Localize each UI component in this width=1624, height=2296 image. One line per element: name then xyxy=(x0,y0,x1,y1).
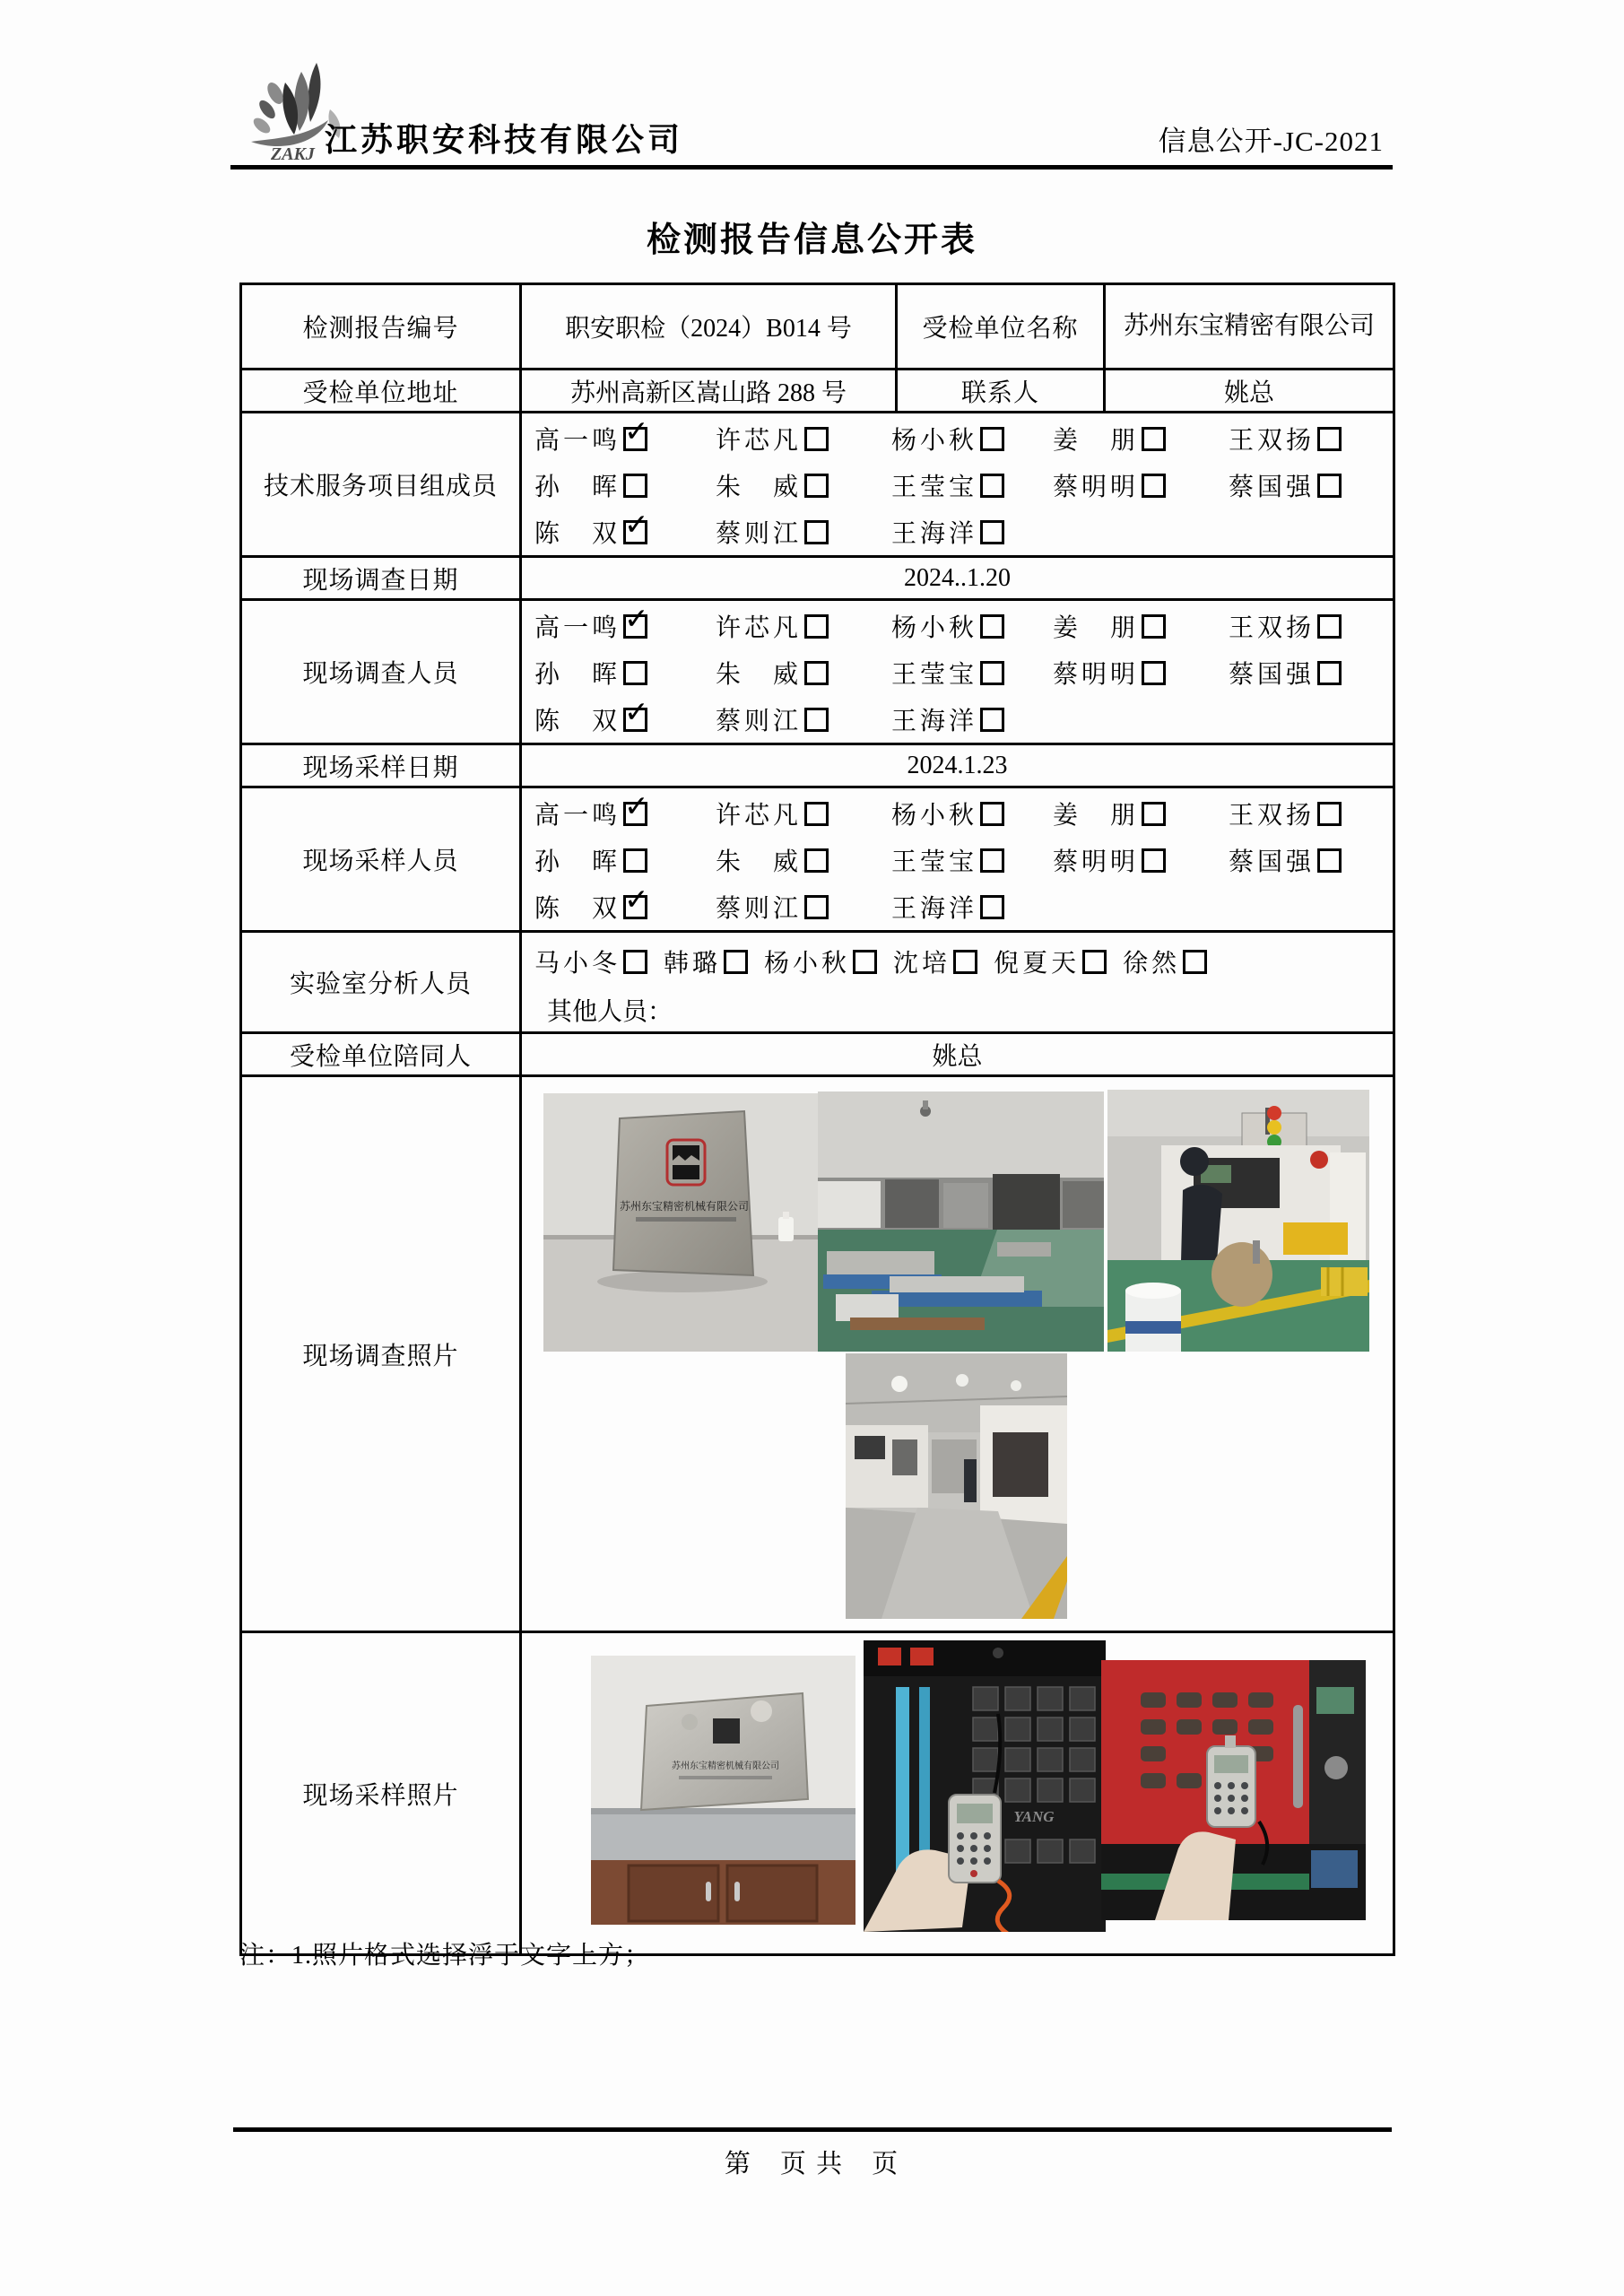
staff-member xyxy=(716,467,891,503)
checkbox-unchecked[interactable] xyxy=(804,895,829,919)
logo-text: ZAKJ xyxy=(271,144,315,164)
unit-addr-value: 苏州高新区嵩山路 288 号 xyxy=(521,370,897,413)
sampling-date-value: 2024.1.23 xyxy=(521,744,1394,787)
staff-member-name: 蔡则江 xyxy=(716,520,803,548)
checkbox-checked[interactable] xyxy=(623,413,649,451)
photo-noise-meter-dark-machine xyxy=(864,1640,1106,1932)
staff-member xyxy=(891,796,1053,831)
table-row-survey-staff xyxy=(241,600,1394,744)
staff-member-name: 杨小秋 xyxy=(891,614,978,642)
checkbox-unchecked[interactable] xyxy=(1317,614,1342,639)
checkbox-unchecked[interactable] xyxy=(980,895,1004,919)
unit-addr-label: 受检单位地址 xyxy=(241,370,521,413)
staff-member xyxy=(716,842,891,878)
checkbox-unchecked[interactable] xyxy=(623,661,647,685)
checkbox-unchecked[interactable] xyxy=(623,950,647,974)
staff-member-name: 徐然 xyxy=(1123,950,1181,978)
staff-member xyxy=(1229,608,1393,644)
staff-member-name: 高一鸣 xyxy=(534,427,621,455)
contact-label: 联系人 xyxy=(897,370,1105,413)
team-checkbox-grid xyxy=(522,413,1393,555)
staff-member-name: 许芯凡 xyxy=(716,802,803,830)
staff-member xyxy=(716,889,891,925)
lab-other-label: 其他人员： xyxy=(547,998,673,1026)
staff-member xyxy=(764,944,877,979)
checkbox-unchecked[interactable] xyxy=(1142,802,1166,826)
staff-member-name: 蔡国强 xyxy=(1229,661,1316,689)
footnote: 注：1.照片格式选择浮于文字上方； xyxy=(239,1942,651,1970)
staff-member-name: 蔡则江 xyxy=(716,895,803,923)
staff-member xyxy=(534,788,716,831)
staff-member xyxy=(891,842,1053,878)
staff-member-name: 高一鸣 xyxy=(534,614,621,642)
staff-member-name: 许芯凡 xyxy=(716,427,803,455)
staff-name-line xyxy=(534,649,1393,696)
contact-value: 姚总 xyxy=(1105,370,1394,413)
table-row-address xyxy=(241,370,1394,413)
staff-member xyxy=(1229,796,1393,831)
checkbox-unchecked[interactable] xyxy=(1142,474,1166,498)
table-row-survey-date xyxy=(241,557,1394,600)
staff-member xyxy=(891,514,1053,550)
staff-member xyxy=(891,608,1053,644)
checkbox-unchecked[interactable] xyxy=(804,427,829,451)
staff-member-name: 蔡明明 xyxy=(1053,661,1140,689)
lab-label: 实验室分析人员 xyxy=(241,932,521,1033)
checkbox-unchecked[interactable] xyxy=(623,848,647,873)
check-mark-icon: ✓ xyxy=(624,601,649,636)
sign-company-text-2: 苏州东宝精密机械有限公司 xyxy=(672,1761,779,1771)
staff-member-name: 陈 双 xyxy=(534,708,621,735)
checkbox-unchecked[interactable] xyxy=(804,802,829,826)
staff-member-name: 蔡国强 xyxy=(1229,474,1316,501)
staff-name-line xyxy=(534,940,1393,983)
staff-member-name: 蔡则江 xyxy=(716,708,803,735)
staff-member xyxy=(1053,842,1229,878)
staff-member xyxy=(716,796,891,831)
staff-member xyxy=(891,467,1053,503)
table-row-sampling-photos xyxy=(241,1632,1394,1955)
checkbox-unchecked[interactable] xyxy=(1317,661,1342,685)
table-row-sampling-staff xyxy=(241,787,1394,932)
checkbox-unchecked[interactable] xyxy=(980,520,1004,544)
staff-member xyxy=(1229,421,1393,457)
checkbox-unchecked[interactable] xyxy=(804,474,829,498)
checkbox-unchecked[interactable] xyxy=(1317,474,1342,498)
staff-member xyxy=(664,944,748,979)
companion-value: 姚总 xyxy=(521,1033,1394,1076)
staff-name-line xyxy=(534,462,1393,509)
staff-member-name: 孙 晖 xyxy=(534,661,621,689)
staff-member-name: 杨小秋 xyxy=(891,427,978,455)
staff-name-line xyxy=(534,696,1393,743)
checkbox-unchecked[interactable] xyxy=(724,950,748,974)
footer-page-number: 第 页 共 页 xyxy=(724,2150,900,2179)
page-title: 检测报告信息公开表 xyxy=(646,222,977,259)
checkbox-unchecked[interactable] xyxy=(953,950,977,974)
staff-member-name: 马小冬 xyxy=(534,950,621,978)
check-mark-icon: ✓ xyxy=(624,788,649,823)
staff-member xyxy=(891,701,1053,737)
staff-member xyxy=(1053,655,1229,691)
staff-member-name: 王双扬 xyxy=(1229,614,1316,642)
staff-member xyxy=(534,694,716,737)
staff-member xyxy=(716,655,891,691)
photo-company-sign xyxy=(543,1093,818,1352)
staff-member xyxy=(1053,467,1229,503)
staff-member xyxy=(893,944,977,979)
staff-member xyxy=(534,413,716,457)
survey-photos-label: 现场调查照片 xyxy=(241,1076,521,1632)
check-mark-icon: ✓ xyxy=(624,694,649,729)
staff-member xyxy=(534,507,716,550)
staff-member-name: 姜 朋 xyxy=(1053,802,1140,830)
staff-member xyxy=(1053,796,1229,831)
staff-member-name: 蔡明明 xyxy=(1053,474,1140,501)
survey-staff-checkbox-grid xyxy=(522,601,1393,743)
staff-member-name: 杨小秋 xyxy=(764,950,851,978)
staff-member xyxy=(534,842,716,878)
table-row-companion xyxy=(241,1033,1394,1076)
sampling-photos-label: 现场采样照片 xyxy=(241,1632,521,1955)
staff-member-name: 陈 双 xyxy=(534,520,621,548)
staff-member xyxy=(994,944,1107,979)
staff-member-name: 孙 晖 xyxy=(534,848,621,876)
photo-noise-meter-red-machine xyxy=(1101,1660,1366,1920)
staff-member-name: 陈 双 xyxy=(534,895,621,923)
sign-company-text: 苏州东宝精密机械有限公司 xyxy=(619,1200,750,1213)
staff-member xyxy=(891,655,1053,691)
staff-member-name: 姜 朋 xyxy=(1053,427,1140,455)
check-mark-icon: ✓ xyxy=(624,882,649,917)
sampling-date-label: 现场采样日期 xyxy=(241,744,521,787)
photo-workshop-floor xyxy=(818,1091,1104,1352)
staff-member-name: 蔡明明 xyxy=(1053,848,1140,876)
checkbox-checked[interactable] xyxy=(623,507,649,544)
checkbox-unchecked[interactable] xyxy=(623,474,647,498)
staff-member xyxy=(1229,467,1393,503)
table-row-survey-photos xyxy=(241,1076,1394,1632)
checkbox-unchecked[interactable] xyxy=(1317,848,1342,873)
survey-date-label: 现场调查日期 xyxy=(241,557,521,600)
team-label: 技术服务项目组成员 xyxy=(241,413,521,557)
staff-member xyxy=(716,701,891,737)
staff-member xyxy=(1053,608,1229,644)
staff-member xyxy=(1229,655,1393,691)
checkbox-unchecked[interactable] xyxy=(980,708,1004,732)
checkbox-checked[interactable] xyxy=(623,882,649,919)
staff-member-name: 王双扬 xyxy=(1229,427,1316,455)
staff-member xyxy=(716,608,891,644)
staff-member xyxy=(534,601,716,644)
staff-member-name: 高一鸣 xyxy=(534,802,621,830)
staff-member-name: 韩璐 xyxy=(664,950,722,978)
staff-member xyxy=(534,944,647,979)
check-mark-icon: ✓ xyxy=(624,507,649,542)
header-doc-code: 信息公开-JC-2021 xyxy=(1158,126,1384,157)
staff-member-name: 王海洋 xyxy=(891,708,978,735)
staff-member-name: 朱 威 xyxy=(716,848,803,876)
staff-name-line xyxy=(534,837,1393,883)
staff-member-name: 王莹宝 xyxy=(891,848,978,876)
checkbox-unchecked[interactable] xyxy=(1082,950,1107,974)
staff-member xyxy=(891,421,1053,457)
staff-member xyxy=(1229,842,1393,878)
staff-name-line xyxy=(534,509,1393,555)
checkbox-unchecked[interactable] xyxy=(980,848,1004,873)
machine-brand-text: YANG xyxy=(1013,1808,1055,1825)
header-divider xyxy=(230,165,1393,170)
staff-member-name: 姜 朋 xyxy=(1053,614,1140,642)
photo-workshop-aisle xyxy=(846,1353,1067,1619)
table-row-lab xyxy=(241,932,1394,1033)
lab-checkbox-grid xyxy=(534,940,1393,983)
checkbox-unchecked[interactable] xyxy=(980,474,1004,498)
table-row-report-no xyxy=(241,284,1394,370)
checkbox-unchecked[interactable] xyxy=(1317,427,1342,451)
staff-member xyxy=(891,889,1053,925)
staff-name-line xyxy=(534,883,1393,930)
checkbox-checked[interactable] xyxy=(623,694,649,732)
checkbox-unchecked[interactable] xyxy=(1142,848,1166,873)
staff-name-line xyxy=(534,415,1393,462)
checkbox-unchecked[interactable] xyxy=(1317,802,1342,826)
checkbox-unchecked[interactable] xyxy=(804,520,829,544)
staff-member-name: 王海洋 xyxy=(891,520,978,548)
sampling-staff-checkbox-grid xyxy=(522,788,1393,930)
checkbox-unchecked[interactable] xyxy=(1183,950,1207,974)
checkbox-unchecked[interactable] xyxy=(1142,661,1166,685)
staff-member xyxy=(1123,944,1207,979)
staff-member-name: 朱 威 xyxy=(716,661,803,689)
report-no-value: 职安职检（2024）B014 号 xyxy=(521,284,897,370)
check-mark-icon: ✓ xyxy=(624,413,649,448)
staff-member-name: 朱 威 xyxy=(716,474,803,501)
staff-member-name: 孙 晖 xyxy=(534,474,621,501)
table-row-team xyxy=(241,413,1394,557)
unit-name-value: 苏州东宝精密有限公司 xyxy=(1105,284,1394,370)
checkbox-unchecked[interactable] xyxy=(1142,614,1166,639)
photo-cnc-operator xyxy=(1107,1090,1369,1352)
staff-member xyxy=(534,882,716,925)
photo-sign-on-cabinet xyxy=(591,1656,855,1925)
survey-staff-label: 现场调查人员 xyxy=(241,600,521,744)
table-row-sampling-date xyxy=(241,744,1394,787)
checkbox-unchecked[interactable] xyxy=(980,614,1004,639)
staff-member-name: 许芯凡 xyxy=(716,614,803,642)
checkbox-unchecked[interactable] xyxy=(1142,427,1166,451)
checkbox-unchecked[interactable] xyxy=(804,614,829,639)
checkbox-unchecked[interactable] xyxy=(980,802,1004,826)
staff-member xyxy=(534,467,716,503)
checkbox-checked[interactable] xyxy=(623,601,649,639)
staff-member-name: 蔡国强 xyxy=(1229,848,1316,876)
staff-member-name: 王莹宝 xyxy=(891,474,978,501)
staff-member xyxy=(716,514,891,550)
staff-member xyxy=(1053,421,1229,457)
staff-name-line xyxy=(534,603,1393,649)
staff-member-name: 王莹宝 xyxy=(891,661,978,689)
sampling-staff-label: 现场采样人员 xyxy=(241,787,521,932)
staff-member-name: 王双扬 xyxy=(1229,802,1316,830)
staff-member-name: 倪夏天 xyxy=(994,950,1081,978)
staff-member-name: 王海洋 xyxy=(891,895,978,923)
footer-divider xyxy=(233,2127,1392,2132)
staff-member-name: 杨小秋 xyxy=(891,802,978,830)
checkbox-unchecked[interactable] xyxy=(804,848,829,873)
staff-member xyxy=(534,655,716,691)
checkbox-unchecked[interactable] xyxy=(804,708,829,732)
staff-member-name: 沈培 xyxy=(893,950,951,978)
unit-name-label: 受检单位名称 xyxy=(897,284,1105,370)
staff-member xyxy=(716,421,891,457)
checkbox-unchecked[interactable] xyxy=(980,661,1004,685)
staff-name-line xyxy=(534,790,1393,837)
checkbox-unchecked[interactable] xyxy=(804,661,829,685)
checkbox-unchecked[interactable] xyxy=(853,950,877,974)
checkbox-checked[interactable] xyxy=(623,788,649,826)
survey-date-value: 2024..1.20 xyxy=(521,557,1394,600)
report-no-label: 检测报告编号 xyxy=(241,284,521,370)
checkbox-unchecked[interactable] xyxy=(980,427,1004,451)
header-company-name: 江苏职安科技有限公司 xyxy=(325,122,684,158)
companion-label: 受检单位陪同人 xyxy=(241,1033,521,1076)
info-table xyxy=(239,283,1395,1956)
